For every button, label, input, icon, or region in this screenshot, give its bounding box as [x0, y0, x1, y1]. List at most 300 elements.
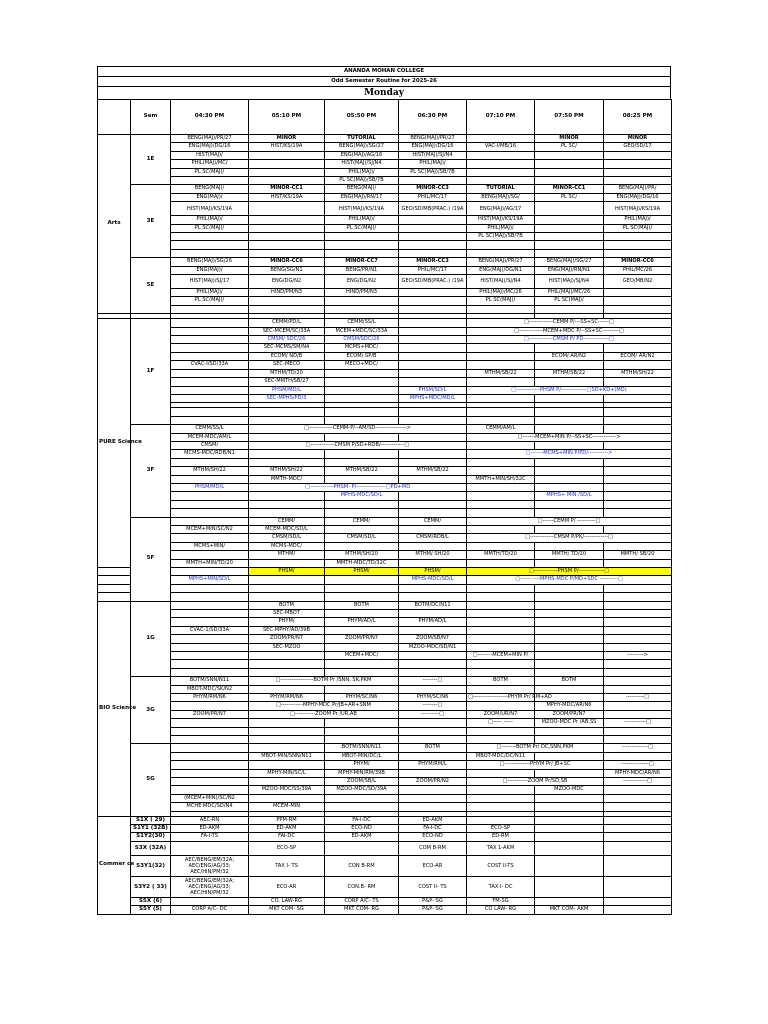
- slot-cell: [604, 677, 672, 685]
- slot-cell: [399, 233, 467, 241]
- slot-cell: □-------------CEMM-P/--AM/SD----------------->: [249, 425, 467, 433]
- slot-cell: [467, 542, 535, 550]
- slot-cell: [604, 525, 672, 533]
- slot-cell: ENG(MAJ)/DG/16: [399, 143, 467, 151]
- slot-cell: PHIL/MC/26: [604, 266, 672, 274]
- slot-cell: [604, 668, 672, 676]
- slot-cell: MINOR-CC7: [325, 258, 399, 266]
- slot-cell: BENG(MAJ)/SG/: [467, 193, 535, 201]
- slot-cell: ECOM/ AR/N2: [604, 352, 672, 360]
- slot-cell: [535, 559, 604, 567]
- slot-cell: [325, 475, 399, 483]
- sem-label: 5E: [131, 258, 171, 314]
- slot-cell: [171, 593, 249, 601]
- slot-cell: [467, 458, 535, 466]
- slot-cell: [325, 609, 399, 617]
- slot-cell: MZOO-MDC/SD/N1: [399, 643, 467, 651]
- slot-cell: □-------------CMSM P/SD+RDB/-------------□: [249, 441, 467, 449]
- slot-cell: [467, 643, 535, 651]
- slot-cell: [535, 803, 604, 811]
- slot-cell: [399, 352, 467, 360]
- slot-cell: [604, 233, 672, 241]
- slot-cell: [171, 319, 249, 327]
- slot-cell: ECO-ND: [325, 825, 399, 833]
- slot-cell: [325, 660, 399, 668]
- slot-cell: □-----------ZOOM Pr /UR,AB: [249, 710, 399, 718]
- slot-cell: [325, 241, 399, 249]
- routine-row: [98, 906, 672, 914]
- slot-cell: CEMM/SS/L: [171, 425, 249, 433]
- routine-row: [98, 319, 672, 327]
- slot-cell: [604, 816, 672, 824]
- routine-row: [98, 786, 672, 794]
- slot-cell: [249, 727, 325, 735]
- slot-cell: [604, 483, 672, 491]
- slot-cell: [325, 305, 399, 313]
- slot-cell: [325, 593, 399, 601]
- routine-row: [98, 584, 672, 592]
- slot-cell: [604, 475, 672, 483]
- sem-label: 1G: [131, 601, 171, 677]
- slot-cell: [535, 467, 604, 475]
- slot-cell: [467, 794, 535, 802]
- slot-cell: [399, 305, 467, 313]
- routine-row: [98, 752, 672, 760]
- slot-cell: ENG(MAJ)/RN/N1: [535, 266, 604, 274]
- slot-cell: [249, 500, 325, 508]
- slot-cell: TAX I- DC: [467, 876, 535, 897]
- slot-cell: [467, 177, 535, 185]
- slot-cell: [171, 668, 249, 676]
- slot-cell: [604, 151, 672, 159]
- slot-cell: MPHS+MDC/MD/L: [399, 394, 467, 402]
- slot-cell: --------□: [399, 702, 467, 710]
- routine-row: [98, 794, 672, 802]
- slot-cell: BOTM: [467, 677, 535, 685]
- slot-cell: [535, 160, 604, 168]
- slot-cell: [171, 534, 249, 542]
- sem-label: 1E: [131, 135, 171, 185]
- slot-cell: MPHY-MIN/SC/L: [249, 769, 325, 777]
- slot-cell: MMTH+MIN/TD/20: [171, 559, 249, 567]
- slot-cell: [467, 378, 535, 386]
- slot-cell: CORP A/C- TS: [325, 897, 399, 905]
- slot-cell: [467, 803, 535, 811]
- routine-row: [98, 483, 672, 491]
- slot-cell: [467, 361, 535, 369]
- slot-cell: [467, 593, 535, 601]
- slot-cell: CON B-RM: [325, 855, 399, 876]
- slot-cell: [535, 652, 604, 660]
- slot-cell: HIST/KS/19A: [249, 143, 325, 151]
- slot-cell: [325, 841, 399, 855]
- routine-row: [98, 876, 672, 897]
- slot-cell: CMSM/SD/L: [325, 534, 399, 542]
- slot-cell: BOTM: [399, 744, 467, 752]
- slot-cell: [604, 906, 672, 914]
- slot-cell: ECOM/ SP/B: [325, 352, 399, 360]
- slot-cell: [604, 702, 672, 710]
- slot-cell: COM B-RM: [399, 841, 467, 855]
- routine-row: [98, 386, 672, 394]
- slot-cell: CEMM/PD/L: [249, 319, 325, 327]
- slot-cell: ZOOM/SB/N7: [399, 635, 467, 643]
- slot-cell: SEC-MZOO: [249, 643, 325, 651]
- slot-cell: [467, 408, 535, 416]
- slot-cell: [249, 794, 325, 802]
- slot-cell: [535, 475, 604, 483]
- slot-cell: [249, 151, 325, 159]
- slot-cell: [399, 297, 467, 305]
- slot-cell: HIST(MAJ)/: [171, 151, 249, 159]
- slot-cell: FA-I-DC: [325, 816, 399, 824]
- slot-cell: [467, 492, 535, 500]
- stream-label: PURE Science: [98, 319, 131, 568]
- routine-row: [98, 769, 672, 777]
- slot-cell: PHSM/MD/L: [171, 483, 249, 491]
- slot-cell: □-------------CEMM P/---SS+SC------□: [467, 319, 672, 327]
- slot-cell: HIND/PM/N3: [249, 289, 325, 297]
- slot-cell: [604, 609, 672, 617]
- slot-cell: [604, 601, 672, 609]
- slot-cell: [467, 168, 535, 176]
- slot-cell: CMSM/SD/L: [249, 534, 325, 542]
- slot-cell: [604, 897, 672, 905]
- sem-label: 1F: [131, 319, 171, 425]
- slot-cell: [249, 450, 325, 458]
- slot-cell: [535, 241, 604, 249]
- slot-cell: [604, 289, 672, 297]
- slot-cell: MMTH+MIN/SH/32C: [467, 475, 535, 483]
- slot-cell: [604, 241, 672, 249]
- routine-subtitle: Odd Semester Routine for 2025-26: [97, 76, 671, 86]
- slot-cell: [604, 297, 672, 305]
- slot-cell: MMTH-MDC/: [249, 475, 325, 483]
- slot-cell: [604, 841, 672, 855]
- slot-cell: GEO/SD/MB(PRAC.) /19A: [399, 202, 467, 216]
- routine-row: [98, 336, 672, 344]
- routine-row: [98, 416, 672, 424]
- slot-cell: GEO/MB/N2: [604, 275, 672, 289]
- slot-cell: MPHS-MDC/SD/L: [325, 492, 399, 500]
- slot-cell: [249, 408, 325, 416]
- slot-cell: [604, 643, 672, 651]
- routine-row: [98, 352, 672, 360]
- slot-cell: [535, 177, 604, 185]
- slot-cell: [604, 593, 672, 601]
- slot-cell: CORP A/C- DC: [171, 906, 249, 914]
- slot-cell: CON.B- RM: [325, 876, 399, 897]
- slot-cell: PL SC/: [535, 143, 604, 151]
- slot-cell: [171, 618, 249, 626]
- slot-cell: [399, 626, 467, 634]
- routine-row: [98, 816, 672, 824]
- sem-label: S3Y1(32): [131, 855, 171, 876]
- slot-cell: (MCEM+MIN)/SC/N2: [171, 794, 249, 802]
- slot-cell: [604, 416, 672, 424]
- slot-cell: [171, 752, 249, 760]
- slot-cell: MBOT-MDC/SK/N2: [171, 685, 249, 693]
- routine-table: [97, 99, 672, 915]
- slot-cell: BOTM/SNN/N11: [171, 677, 249, 685]
- slot-cell: [467, 525, 535, 533]
- slot-cell: [325, 525, 399, 533]
- slot-cell: CEMM/AM/L: [467, 425, 535, 433]
- sem-label: 3G: [131, 677, 171, 744]
- slot-cell: ED-AKM: [399, 816, 467, 824]
- routine-row: [98, 135, 672, 143]
- slot-cell: [325, 416, 399, 424]
- slot-cell: [249, 241, 325, 249]
- slot-cell: [399, 492, 467, 500]
- slot-cell: SEC-MPHS/PD/3: [249, 394, 325, 402]
- slot-cell: ENG(MAJ)/DG/16: [604, 193, 672, 201]
- slot-cell: [535, 542, 604, 550]
- slot-cell: ENG(MAJ)/: [171, 193, 249, 201]
- slot-cell: [171, 509, 249, 517]
- slot-cell: BENG(MAJ)/SG/27: [535, 258, 604, 266]
- slot-cell: ZOOM/PR/N7: [535, 710, 604, 718]
- slot-cell: PHYM/AD/L: [399, 618, 467, 626]
- header-slot-5: 07:10 PM: [467, 100, 535, 135]
- slot-cell: PHSM/MD/L: [249, 386, 325, 394]
- slot-cell: PHYM/RM/N6: [171, 694, 249, 702]
- slot-cell: [604, 736, 672, 744]
- slot-cell: BENG(MAJ)/PR/27: [399, 135, 467, 143]
- slot-cell: PHIL(MAJ)/: [325, 168, 399, 176]
- slot-cell: [535, 344, 604, 352]
- slot-cell: [325, 500, 399, 508]
- routine-row: [98, 710, 672, 718]
- routine-row: [98, 305, 672, 313]
- slot-cell: [171, 744, 249, 752]
- routine-row: [98, 635, 672, 643]
- slot-cell: CVAC-I/SD/33A: [171, 361, 249, 369]
- sem-label: S5X (6): [131, 897, 171, 905]
- slot-cell: [535, 593, 604, 601]
- routine-row: [98, 744, 672, 752]
- slot-cell: PL SC(MAJ)/SB/7B: [399, 168, 467, 176]
- slot-cell: [325, 584, 399, 592]
- slot-cell: HIST(MAJ)/KS/19A: [467, 216, 535, 224]
- slot-cell: BENG(MAJ)/SG/27: [325, 143, 399, 151]
- slot-cell: [249, 744, 325, 752]
- routine-row: [98, 702, 672, 710]
- slot-cell: [535, 685, 604, 693]
- slot-cell: [249, 660, 325, 668]
- sem-label: 5G: [131, 744, 171, 816]
- slot-cell: [325, 378, 399, 386]
- slot-cell: [249, 160, 325, 168]
- slot-cell: AEC-RN: [171, 816, 249, 824]
- slot-cell: BENG/SG/N1: [249, 266, 325, 274]
- header-stream-cell: [98, 100, 131, 135]
- header-slot-4: 06:30 PM: [399, 100, 467, 135]
- slot-cell: [399, 794, 467, 802]
- slot-cell: MCMS+MDC/: [325, 344, 399, 352]
- header-slot-7: 08:25 PM: [604, 100, 672, 135]
- slot-cell: CEMM/SS/L: [325, 319, 399, 327]
- sem-label: 3E: [131, 185, 171, 258]
- slot-cell: MTHM/: [249, 551, 325, 559]
- slot-cell: [467, 305, 535, 313]
- slot-cell: FM-SG: [467, 897, 535, 905]
- slot-cell: PHSM/: [325, 567, 399, 575]
- slot-cell: [325, 576, 399, 584]
- routine-row: [98, 202, 672, 216]
- slot-cell: [604, 394, 672, 402]
- routine-row: [98, 224, 672, 232]
- slot-cell: [325, 386, 399, 394]
- slot-cell: [604, 160, 672, 168]
- slot-cell: PHYM/SC/N6: [325, 694, 399, 702]
- routine-row: [98, 193, 672, 201]
- slot-cell: [467, 344, 535, 352]
- slot-cell: ENG(MAJ)/: [171, 266, 249, 274]
- routine-row: [98, 567, 672, 575]
- slot-cell: [171, 609, 249, 617]
- slot-cell: PHYM/: [249, 618, 325, 626]
- slot-cell: MBOT-MIN/SNN/N11: [249, 752, 325, 760]
- slot-cell: [399, 344, 467, 352]
- routine-row: [98, 668, 672, 676]
- slot-cell: [399, 369, 467, 377]
- slot-cell: MCEM+MDC/SC/33A: [325, 327, 399, 335]
- sem-label: 3F: [131, 425, 171, 517]
- slot-cell: ED-AKM: [171, 825, 249, 833]
- slot-cell: HIST(MAJ)/SJ/N4: [467, 275, 535, 289]
- slot-cell: ED-AKM: [249, 825, 325, 833]
- routine-row: [98, 727, 672, 735]
- slot-cell: --------------□: [604, 744, 672, 752]
- slot-cell: PHYM/AD/L: [325, 618, 399, 626]
- slot-cell: [604, 618, 672, 626]
- slot-cell: [604, 361, 672, 369]
- slot-cell: [399, 475, 467, 483]
- slot-cell: [467, 160, 535, 168]
- slot-cell: [171, 778, 249, 786]
- slot-cell: MINOR: [249, 135, 325, 143]
- slot-cell: [535, 727, 604, 735]
- slot-cell: [399, 685, 467, 693]
- slot-cell: ZOOM/PR/N2: [399, 778, 467, 786]
- slot-cell: MCEM+MIN/SC/N2: [171, 525, 249, 533]
- slot-cell: □-------------CMSM P/PK/-------------□: [467, 534, 672, 542]
- stream-label: [98, 567, 131, 575]
- slot-cell: CEMM/: [399, 517, 467, 525]
- routine-row: [98, 897, 672, 905]
- routine-row: [98, 216, 672, 224]
- slot-cell: [604, 855, 672, 876]
- slot-cell: BOTM: [325, 601, 399, 609]
- slot-cell: CMSM/: [171, 441, 249, 449]
- slot-cell: HIST(MAJ)/SJ/N4: [399, 151, 467, 159]
- slot-cell: [467, 394, 535, 402]
- routine-row: [98, 369, 672, 377]
- header-slot-6: 07:50 PM: [535, 100, 604, 135]
- slot-cell: [467, 685, 535, 693]
- slot-cell: MTHM/ SH/20: [399, 551, 467, 559]
- slot-cell: [467, 151, 535, 159]
- stream-label: BIO Science: [98, 601, 131, 816]
- sem-label: 5F: [131, 517, 171, 601]
- slot-cell: [604, 803, 672, 811]
- slot-cell: MTHM/SH/20: [325, 551, 399, 559]
- routine-row: [98, 492, 672, 500]
- slot-cell: MPHS+MIN/SD/L: [171, 576, 249, 584]
- slot-cell: MCHE MDC/SD/N4: [171, 803, 249, 811]
- routine-row: [98, 433, 672, 441]
- slot-cell: [467, 249, 535, 257]
- slot-cell: [535, 816, 604, 824]
- slot-cell: MCEM+MDC/: [325, 652, 399, 660]
- slot-cell: [399, 177, 467, 185]
- slot-cell: PHIL(MAJ)/MC/: [171, 160, 249, 168]
- routine-row: [98, 441, 672, 449]
- slot-cell: CEMM/: [249, 517, 325, 525]
- sem-label: S1Y1 (32B): [131, 825, 171, 833]
- slot-cell: [249, 224, 325, 232]
- routine-row: [98, 778, 672, 786]
- slot-cell: --------->: [604, 652, 672, 660]
- slot-cell: [171, 727, 249, 735]
- slot-cell: □-------------PHSM P/--------------□SD+KD+(MD): [467, 386, 672, 394]
- slot-cell: [467, 584, 535, 592]
- slot-cell: [171, 736, 249, 744]
- slot-cell: [325, 685, 399, 693]
- slot-cell: ENG/DG/N2: [325, 275, 399, 289]
- slot-cell: [535, 441, 604, 449]
- slot-cell: [467, 626, 535, 634]
- slot-cell: CO. LAW-RG: [249, 897, 325, 905]
- slot-cell: [399, 559, 467, 567]
- slot-cell: P&P- SG: [399, 906, 467, 914]
- slot-cell: [399, 719, 467, 727]
- slot-cell: MPHS+ MIN /SD/L: [535, 492, 604, 500]
- slot-cell: PHIL/MC/17: [399, 193, 467, 201]
- slot-cell: HIST(MAJ)/SJ/N4: [325, 160, 399, 168]
- slot-cell: SEC-MECO: [249, 361, 325, 369]
- slot-cell: [325, 719, 399, 727]
- slot-cell: [535, 618, 604, 626]
- routine-row: [98, 458, 672, 466]
- routine-row: [98, 593, 672, 601]
- slot-cell: [171, 567, 249, 575]
- slot-cell: [399, 416, 467, 424]
- slot-cell: [535, 736, 604, 744]
- slot-cell: HIST(MAJ)/KS/19A: [325, 202, 399, 216]
- slot-cell: [171, 719, 249, 727]
- routine-row: [98, 825, 672, 833]
- routine-row: [98, 803, 672, 811]
- routine-row: [98, 855, 672, 876]
- slot-cell: MECO+MDC/: [325, 361, 399, 369]
- slot-cell: [171, 652, 249, 660]
- slot-cell: [171, 841, 249, 855]
- slot-cell: □------ ----MPHS-MDC P/MD+SDC ----------□: [467, 576, 672, 584]
- slot-cell: [399, 336, 467, 344]
- slot-cell: [604, 794, 672, 802]
- slot-cell: [249, 559, 325, 567]
- slot-cell: MCMS+MIN/: [171, 542, 249, 550]
- slot-cell: PPM-RM: [249, 816, 325, 824]
- slot-cell: [467, 668, 535, 676]
- slot-cell: [249, 593, 325, 601]
- slot-cell: ED-RM: [467, 833, 535, 841]
- slot-cell: [171, 233, 249, 241]
- slot-cell: ZOOM/UR/N7: [467, 710, 535, 718]
- slot-cell: PHYM/: [325, 761, 399, 769]
